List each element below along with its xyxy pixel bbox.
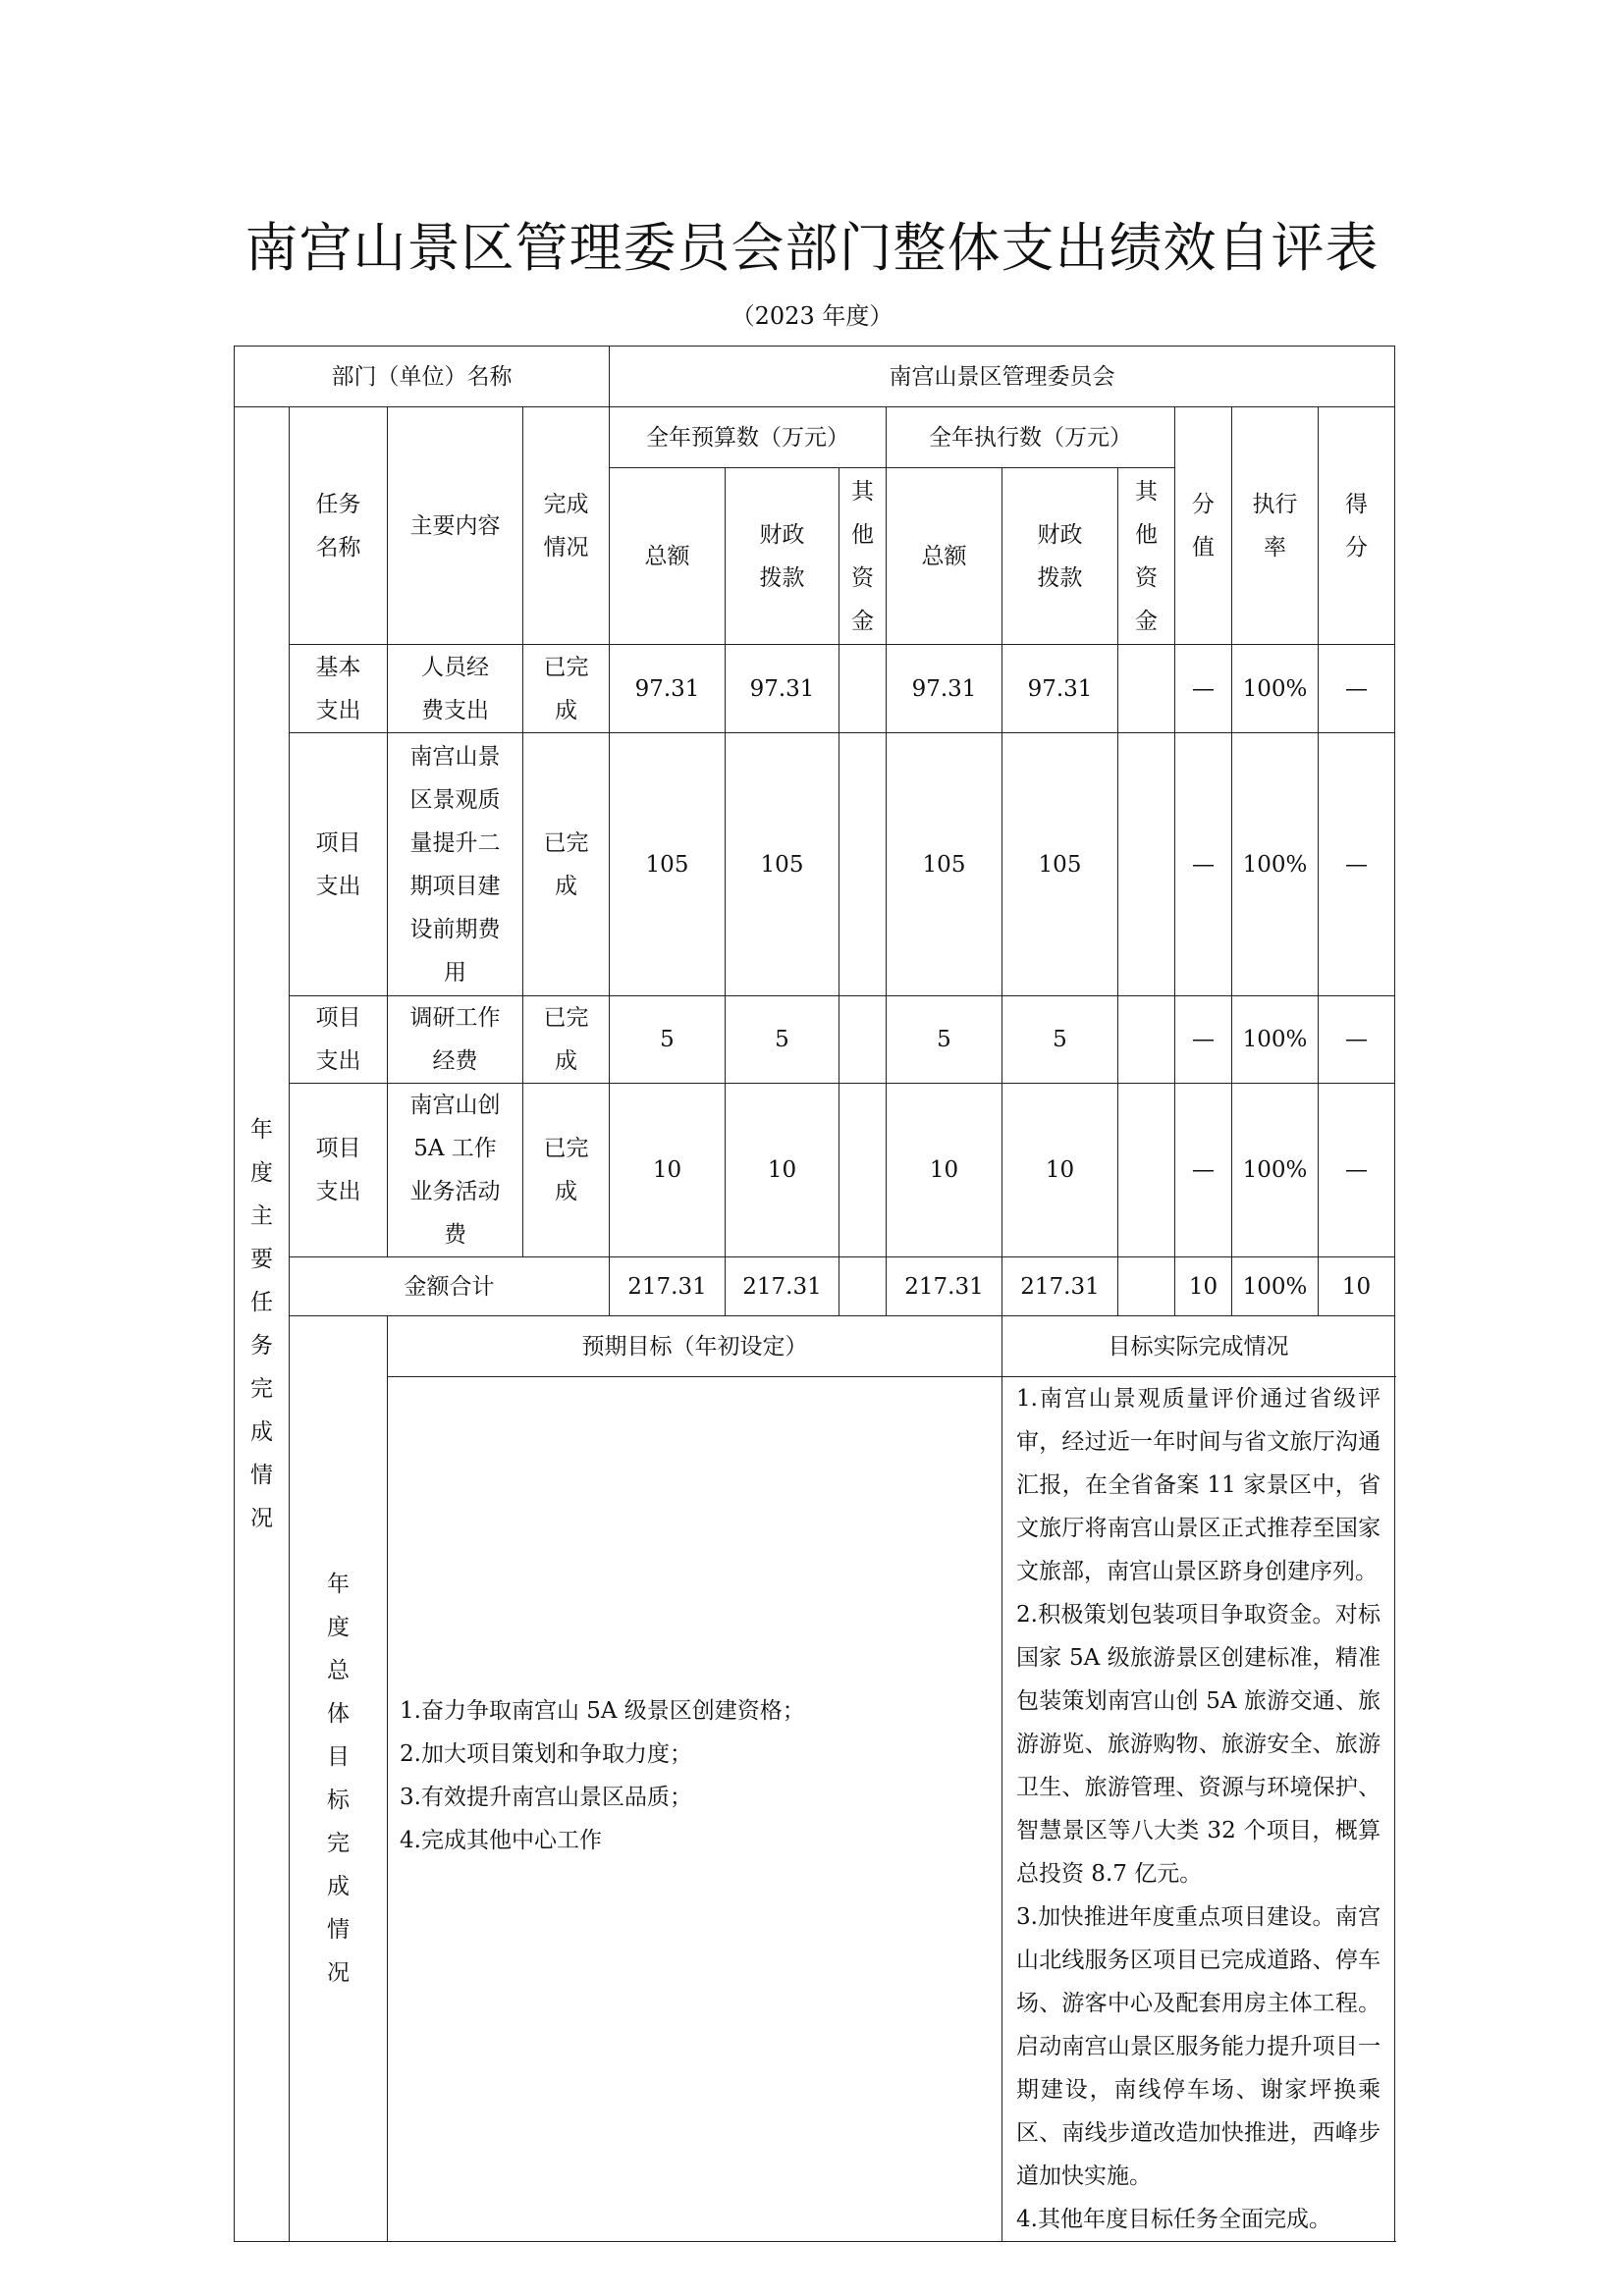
header-score-value: 分值 [1175,407,1232,645]
task-name: 项目支出 [290,1084,388,1257]
exec-other [1118,645,1175,733]
budget-other [839,1084,887,1257]
actual-results [1002,1377,1395,2242]
task-name: 项目支出 [290,733,388,996]
budget-fiscal: 5 [726,996,839,1084]
exec-total: 10 [887,1084,1002,1257]
dept-row [235,347,1395,407]
main-content: 调研工作经费 [388,996,523,1084]
total-exec-total: 217.31 [887,1257,1002,1316]
goals-row [235,1377,1395,2242]
total-exec-fiscal: 217.31 [1002,1257,1118,1316]
main-content: 人员经费支出 [388,645,523,733]
budget-other [839,733,887,996]
exec-other [1118,1084,1175,1257]
budget-other [839,996,887,1084]
exec-total: 97.31 [887,645,1002,733]
budget-total: 5 [610,996,726,1084]
budget-total: 97.31 [610,645,726,733]
result-item: 2.积极策划包装项目争取资金。对标国家 5A 级旅游景区创建标准，精准包装策划南宫山创 5A 旅游交通、旅游游览、旅游购物、旅游安全、旅游卫生、旅游管理、资源与环境保护、智慧景区等八大类 32 个项目，概算总投资 8.7 亿元。 [1016,1602,1381,1887]
budget-fiscal: 105 [726,733,839,996]
total-row [235,1257,1395,1316]
goal-item: 3.有效提升南宫山景区品质； [400,1785,692,1810]
score: — [1319,1084,1395,1257]
document-title: 南宫山景区管理委员会部门整体支出绩效自评表 [244,217,1380,279]
header-exec-group: 全年执行数（万元） [887,407,1175,468]
budget-fiscal: 10 [726,1084,839,1257]
goal-item: 2.加大项目策划和争取力度； [400,1741,692,1767]
goal-item: 1.奋力争取南宫山 5A 级景区创建资格； [400,1698,805,1724]
budget-total: 105 [610,733,726,996]
score-value: — [1175,645,1232,733]
expected-goals [388,1377,1002,2242]
section2-label: 年度总体目标完成情况 [290,1316,388,2242]
header-budget-other: 其他资金 [839,468,887,645]
total-budget-fiscal: 217.31 [726,1257,839,1316]
exec-rate: 100% [1232,645,1319,733]
score: — [1319,733,1395,996]
goals-header-row [235,1316,1395,1377]
main-content: 南宫山景区景观质量提升二期项目建设前期费用 [388,733,523,996]
total-score-value: 10 [1175,1257,1232,1316]
header-task-name: 任务名称 [290,407,388,645]
dept-label: 部门（单位）名称 [235,347,610,407]
result-item: 1.南宫山景观质量评价通过省级评审，经过近一年时间与省文旅厅沟通汇报，在全省备案 11 家景区中，省文旅厅将南宫山景区正式推荐至国家文旅部，南宫山景区跻身创建序列。 [1016,1386,1381,1584]
total-exec-rate: 100% [1232,1257,1319,1316]
exec-other [1118,733,1175,996]
result-item: 4.其他年度目标任务全面完成。 [1016,2207,1331,2232]
dept-name: 南宫山景区管理委员会 [610,347,1395,407]
expected-goals-header: 预期目标（年初设定） [388,1316,1002,1377]
header-exec-rate: 执行率 [1232,407,1319,645]
exec-rate: 100% [1232,1084,1319,1257]
exec-fiscal: 97.31 [1002,645,1118,733]
budget-other [839,645,887,733]
completion-status: 已完成 [523,645,610,733]
exec-rate: 100% [1232,733,1319,996]
total-exec-other [1118,1257,1175,1316]
main-content: 南宫山创5A 工作业务活动费 [388,1084,523,1257]
goal-item: 4.完成其他中心工作 [400,1828,602,1853]
header-completion: 完成情况 [523,407,610,645]
header-score: 得分 [1319,407,1395,645]
table-row [235,733,1395,996]
exec-total: 105 [887,733,1002,996]
header-budget-total: 总额 [610,468,726,645]
score-value: — [1175,996,1232,1084]
section1-label: 年度主要任务完成情况 [235,407,290,2242]
score-value: — [1175,733,1232,996]
total-budget-total: 217.31 [610,1257,726,1316]
header-row-1 [235,407,1395,468]
exec-fiscal: 5 [1002,996,1118,1084]
result-item: 3.加快推进年度重点项目建设。南宫山北线服务区项目已完成道路、停车场、游客中心及配套用房主体工程。启动南宫山景区服务能力提升项目一期建设，南线停车场、谢家坪换乘区、南线步道改造加快推进，西峰步道加快实施。 [1016,1904,1381,2189]
task-name: 项目支出 [290,996,388,1084]
exec-rate: 100% [1232,996,1319,1084]
actual-results-header: 目标实际完成情况 [1002,1316,1395,1377]
completion-status: 已完成 [523,996,610,1084]
header-exec-other: 其他资金 [1118,468,1175,645]
total-score: 10 [1319,1257,1395,1316]
header-budget-group: 全年预算数（万元） [610,407,887,468]
table-row [235,1084,1395,1257]
total-label: 金额合计 [290,1257,610,1316]
exec-total: 5 [887,996,1002,1084]
score-value: — [1175,1084,1232,1257]
budget-total: 10 [610,1084,726,1257]
total-budget-other [839,1257,887,1316]
header-main-content: 主要内容 [388,407,523,645]
budget-fiscal: 97.31 [726,645,839,733]
task-name: 基本支出 [290,645,388,733]
header-exec-total: 总额 [887,468,1002,645]
score: — [1319,996,1395,1084]
document-year: （2023 年度） [731,302,893,330]
table-row [235,996,1395,1084]
completion-status: 已完成 [523,1084,610,1257]
exec-fiscal: 105 [1002,733,1118,996]
exec-fiscal: 10 [1002,1084,1118,1257]
exec-other [1118,996,1175,1084]
table-row [235,645,1395,733]
header-budget-fiscal: 财政拨款 [726,468,839,645]
score: — [1319,645,1395,733]
completion-status: 已完成 [523,733,610,996]
performance-table [234,346,1395,2242]
header-exec-fiscal: 财政拨款 [1002,468,1118,645]
